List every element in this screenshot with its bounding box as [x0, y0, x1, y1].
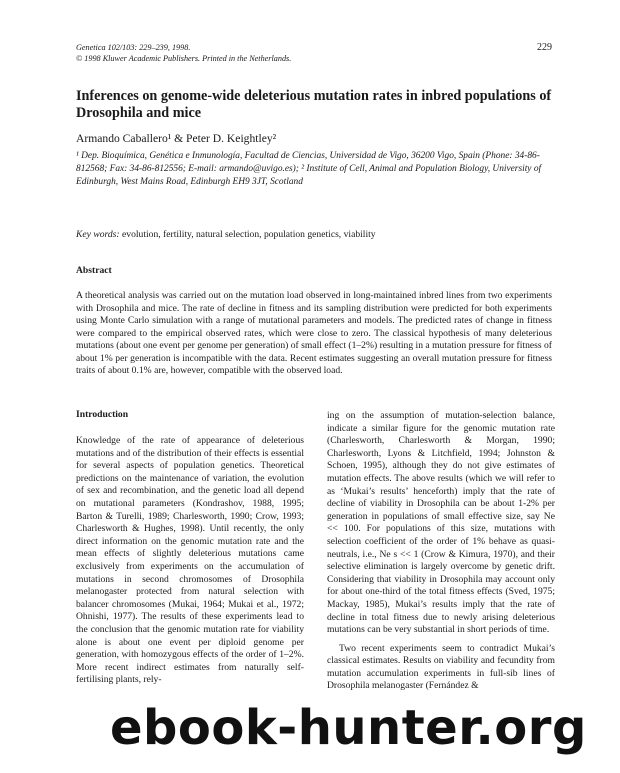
- introduction-paragraph: Two recent experiments seem to contradict Mukai’s classical estimates. Results on viability and fecundity from mutation accumulation experiments in full-sib lines of Drosophila melanogaster (Fernández &: [327, 642, 555, 692]
- keywords-label: Key words:: [76, 229, 120, 240]
- abstract-heading: Abstract: [76, 265, 112, 276]
- watermark: ebook-hunter.org: [110, 700, 587, 756]
- journal-citation: Genetica 102/103: 229–239, 1998.: [76, 43, 191, 52]
- keywords: [76, 229, 562, 240]
- author-affiliations: ¹ Dep. Bioquímica, Genética e Inmunología, Facultad de Ciencias, Universidad de Vigo, 36200 Vigo, Spain (Phone: 34-86-812568; Fax: 34-86-812556; E-mail: armando@uvigo.es); ² Institute of Cell, Animal and Population Biology, University of Edinburgh, West Mains Road, Edinburgh EH9 3JT, Scotland: [76, 151, 542, 187]
- author-list: Armando Caballero¹ & Peter D. Keightley²: [76, 132, 277, 145]
- copyright-line: © 1998 Kluwer Academic Publishers. Printed in the Netherlands.: [76, 54, 292, 63]
- paper-title: Inferences on genome-wide deleterious mutation rates in inbred populations of Drosophila and mice: [76, 88, 552, 121]
- abstract-text: A theoretical analysis was carried out on the mutation load observed in long-maintained inbred lines from two experiments with Drosophila and mice. The rate of decline in fitness and its sampling distribution were predicted for both experiments using Monte Carlo simulation with a range of mutational parameters and models. The predicted rates of change in fitness were compared to the empirical observed rates, which were close to zero. The classical hypothesis of many deleterious mutations (about one event per genome per generation) of small effect (1–2%) resulting in a mutation pressure for fitness of about 1% per generation is incompatible with the data. Recent estimates suggesting an overall mutation pressure for fitness traits of about 0.1% are, however, compatible with the observed load.: [76, 290, 552, 376]
- keywords-text: evolution, fertility, natural selection, population genetics, viability: [122, 229, 376, 240]
- page-number: 229: [537, 42, 552, 53]
- introduction-column-left: Knowledge of the rate of appearance of deleterious mutations and of the distribution of their effects is essential for several aspects of population genetics. Theoretical predictions on the maintenance of variation, the evolution of sex and recombination, and the genetic load all depend on mutational parameters (Kondrashov, 1988, 1995; Barton & Turelli, 1989; Charlesworth, 1990; Crow, 1993; Charlesworth & Hughes, 1998). Until recently, the only direct information on the genomic mutation rate and the mean effects of slightly deleterious mutations came exclusively from experiments on the accumulation of mutations in second chromosomes of Drosophila melanogaster protected from natural selection with balancer chromosomes (Mukai, 1964; Mukai et al., 1972; Ohnishi, 1977). The results of these experiments lead to the conclusion that the genomic mutation rate for viability alone is about one event per diploid genome per generation, with homozygous effects of the order of 1–2%. More recent indirect estimates from naturally self-fertilising plants, rely-: [76, 435, 304, 686]
- journal-header: [76, 42, 552, 64]
- introduction-heading: Introduction: [76, 409, 129, 420]
- introduction-column-right: [327, 410, 555, 693]
- introduction-paragraph: ing on the assumption of mutation-selection balance, indicate a similar figure for the genomic mutation rate (Charlesworth, Charlesworth & Morgan, 1990; Charlesworth, Lyons & Litchfield, 1994; Johnston & Schoen, 1995), although they do not give estimates of mutation effects. The above results (which we will refer to as ‘Mukai’s results’ henceforth) imply that the rate of decline of viability in Drosophila can be about 1-2% per generation in populations of small effective size, say Ne << 100. For populations of this size, mutations with selection coefficient of the order of 1% behave as quasi-neutrals, i.e., Ne s << 1 (Crow & Kimura, 1970), and their selective elimination is largely overcome by genetic drift. Considering that viability in Drosophila may account only for about one-third of the total fitness effects (Sved, 1975; Mackay, 1985), Mukai’s results imply that the rate of decline in total fitness due to newly arising deleterious mutations can be very substantial in short periods of time.: [327, 410, 555, 636]
